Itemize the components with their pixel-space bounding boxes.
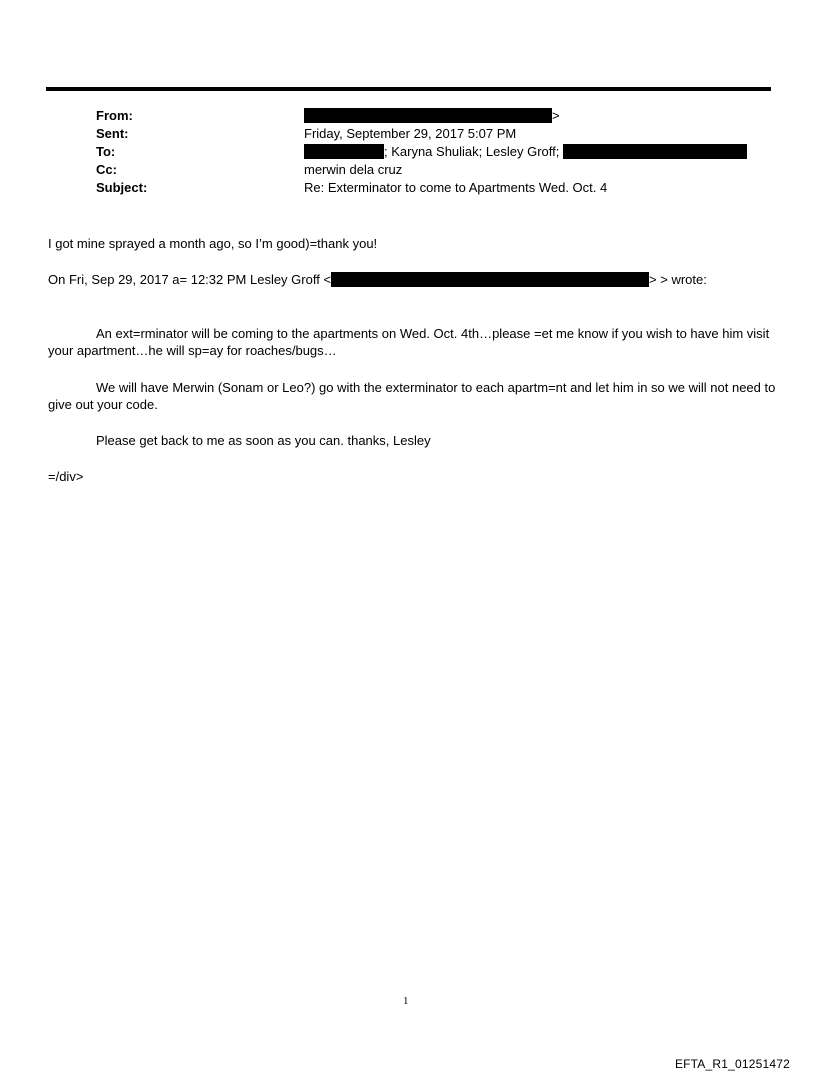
redaction-bar [304, 144, 384, 159]
redaction-bar [331, 272, 649, 287]
redaction-bar [304, 108, 552, 123]
subject-value: Re: Exterminator to come to Apartments Wed. Oct. 4 [304, 180, 608, 195]
quote-prefix: On Fri, Sep 29, 2017 a= 12:32 PM Lesley Groff < [48, 272, 332, 287]
quoted-paragraph-2: We will have Merwin (Sonam or Leo?) go with the exterminator to each apartm=nt and let him in so we will not need to give out your code. [48, 380, 776, 412]
sent-value: Friday, September 29, 2017 5:07 PM [304, 126, 517, 141]
subject-label: Subject: [96, 180, 148, 195]
from-suffix: > [552, 108, 560, 123]
to-value [304, 144, 747, 160]
bates-number: EFTA_R1_01251472 [674, 1057, 790, 1071]
header-rule [46, 87, 771, 91]
closing-tag-text: =/div> [48, 469, 84, 484]
reply-text: I got mine sprayed a month ago, so I’m good)=thank you! [48, 236, 378, 251]
quote-header [48, 271, 778, 288]
to-label: To: [96, 144, 116, 159]
page-number: 1 [403, 995, 409, 1007]
quote-suffix: > > wrote: [649, 272, 707, 287]
to-recipients: ; Karyna Shuliak; Lesley Groff; [384, 144, 560, 159]
from-label: From: [96, 108, 133, 123]
cc-label: Cc: [96, 162, 117, 177]
quoted-paragraph-3: Please get back to me as soon as you can. thanks, Lesley [96, 433, 431, 448]
sent-label: Sent: [96, 126, 129, 141]
cc-value: merwin dela cruz [304, 162, 403, 177]
redaction-bar [563, 144, 747, 159]
quoted-paragraph-1: An ext=rminator will be coming to the apartments on Wed. Oct. 4th…please =et me know if you wish to have him visit your apartment…he will sp=ay for roaches/bugs… [48, 326, 770, 358]
from-value [304, 108, 560, 124]
